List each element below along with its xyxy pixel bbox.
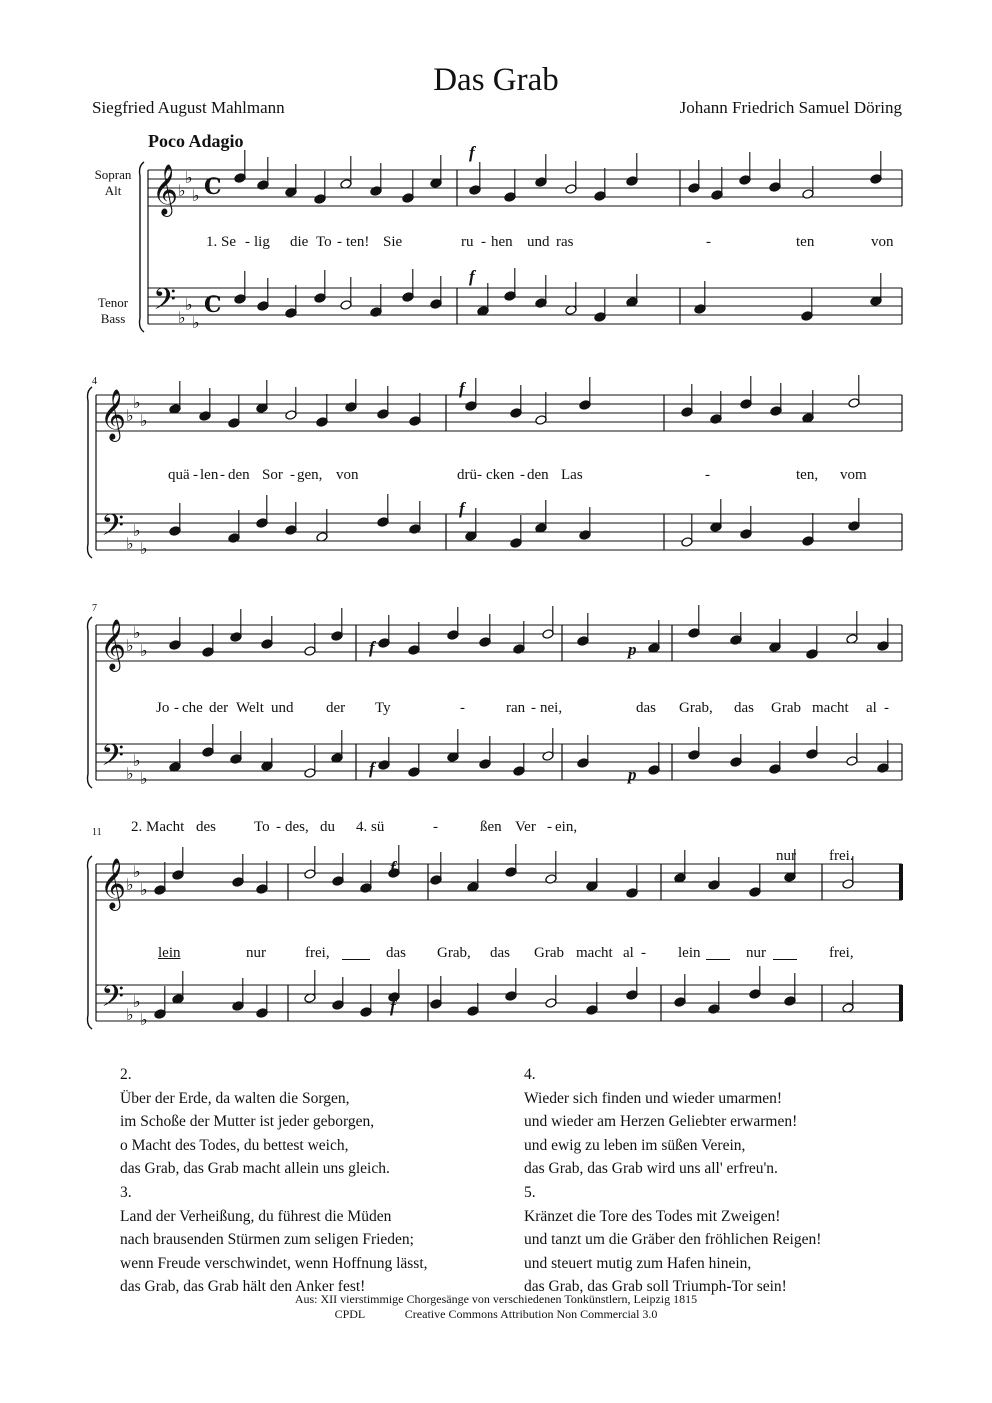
lyric-syllable: drü bbox=[457, 467, 477, 483]
part-label-tenor: Tenor bbox=[97, 295, 129, 310]
lyric-syllable: das bbox=[386, 945, 406, 961]
lyric-syllable: quä bbox=[168, 467, 190, 483]
verse-line: im Schoße der Mutter ist jeder geborgen, bbox=[120, 1113, 375, 1130]
lyric-syllable: du bbox=[320, 819, 335, 835]
dynamic-forte: f bbox=[369, 759, 375, 778]
lyric-syllable: nei, bbox=[540, 700, 563, 716]
dynamic-forte: f bbox=[459, 379, 465, 398]
verse-line: und steuert mutig zum Hafen hinein, bbox=[524, 1254, 752, 1272]
lyric-syllable: ten, bbox=[796, 467, 819, 483]
verse-number: 3. bbox=[120, 1184, 132, 1201]
lyric-syllable: 4. sü bbox=[356, 819, 385, 835]
lyric-syllable: frei. bbox=[829, 848, 854, 864]
treble-clef-icon: 𝄞 bbox=[100, 619, 127, 670]
lyric-hyphen: - bbox=[481, 234, 486, 250]
lyric-syllable: des, bbox=[285, 819, 309, 835]
verse-line: das Grab, das Grab hält den Anker fest! bbox=[120, 1278, 366, 1295]
system-bracket bbox=[88, 856, 93, 1029]
flat-icon: ♭ bbox=[178, 308, 186, 327]
lyric-syllable: der bbox=[209, 700, 229, 716]
flat-icon: ♭ bbox=[126, 875, 134, 894]
final-barline bbox=[899, 985, 903, 1021]
lyric-hyphen: - bbox=[531, 700, 536, 716]
verse-line: das Grab, das Grab macht allein uns gleich. bbox=[120, 1160, 390, 1177]
lyric-syllable: Las bbox=[561, 467, 583, 483]
measure-number: 11 bbox=[92, 827, 102, 838]
lyric-syllable: hen bbox=[491, 234, 513, 250]
flat-icon: ♭ bbox=[140, 769, 148, 788]
lyric-syllable: Grab bbox=[534, 945, 564, 961]
verse-line: Über der Erde, da walten die Sorgen, bbox=[120, 1089, 350, 1107]
lyric-syllable: 2. Macht bbox=[131, 819, 185, 835]
lyric-syllable: Jo bbox=[156, 700, 170, 716]
lyric-syllable: ran bbox=[506, 700, 526, 716]
dynamic-forte: f bbox=[469, 143, 475, 162]
lyric-syllable: vom bbox=[840, 467, 867, 483]
system-bracket bbox=[140, 162, 145, 332]
page-title: Das Grab bbox=[433, 62, 559, 98]
verse-line: Kränzet die Tore des Todes mit Zweigen! bbox=[524, 1207, 781, 1225]
verse-line: und tanzt um die Gräber den fröhlichen Reigen! bbox=[524, 1231, 822, 1248]
lyric-hyphen: - bbox=[337, 234, 342, 250]
flat-icon: ♭ bbox=[126, 764, 134, 783]
flat-icon: ♭ bbox=[185, 295, 193, 314]
flat-icon: ♭ bbox=[140, 411, 148, 430]
lyric-syllable: macht bbox=[576, 945, 613, 961]
lyric-syllable: ten bbox=[796, 234, 815, 250]
footer-source: Aus: XII vierstimmige Chorgesänge von verschiedenen Tonkünstlern, Leipzig 1815 bbox=[294, 1292, 698, 1306]
lyric-extender bbox=[342, 945, 370, 960]
bass-clef-icon: 𝄢 bbox=[101, 739, 125, 780]
lyric-hyphen: - bbox=[520, 467, 525, 483]
time-signature-icon: C bbox=[204, 292, 222, 318]
lyric-syllable: Sie bbox=[383, 234, 403, 250]
dynamic-forte: f bbox=[459, 499, 465, 518]
lyric-syllable: das bbox=[636, 700, 656, 716]
lyric-syllable: Sor bbox=[262, 467, 283, 483]
verse-line: Wieder sich finden und wieder umarmen! bbox=[524, 1089, 783, 1107]
dynamic-piano: p bbox=[628, 640, 637, 659]
verse-line: Land der Verheißung, du führest die Müden bbox=[120, 1207, 392, 1225]
lyric-syllable: den bbox=[228, 467, 250, 483]
lyric-syllable: und bbox=[527, 234, 550, 250]
time-signature-icon: C bbox=[204, 174, 222, 200]
lyric-syllable: frei, bbox=[305, 945, 330, 961]
measure-number: 4 bbox=[92, 376, 97, 387]
verse-3 bbox=[120, 1181, 428, 1299]
verse-number: 2. bbox=[120, 1066, 132, 1083]
lyric-hyphen: - bbox=[705, 467, 710, 483]
lyric-syllable: To bbox=[254, 819, 270, 835]
flat-icon: ♭ bbox=[133, 751, 141, 770]
flat-icon: ♭ bbox=[192, 313, 200, 332]
bass-clef-icon: 𝄢 bbox=[153, 283, 177, 324]
lyric-syllable: al bbox=[623, 945, 634, 961]
composer-name: Johann Friedrich Samuel Döring bbox=[679, 98, 902, 117]
lyric-syllable: nur bbox=[246, 945, 266, 961]
verse-line: nach brausenden Stürmen zum seligen Frieden; bbox=[120, 1231, 414, 1248]
verse-line: das Grab, das Grab wird uns all' erfreu'n. bbox=[524, 1160, 778, 1177]
lyric-syllable: ein, bbox=[555, 819, 578, 835]
lyric-syllable: Welt bbox=[236, 700, 264, 716]
lyric-hyphen: - bbox=[706, 234, 711, 250]
footer-library: CPDL bbox=[334, 1307, 365, 1321]
flat-icon: ♭ bbox=[133, 862, 141, 881]
lyric-hyphen: - bbox=[477, 467, 482, 483]
flat-icon: ♭ bbox=[133, 623, 141, 642]
lyric-syllable: nur bbox=[746, 945, 766, 961]
verse-line: und wieder am Herzen Geliebter erwarmen! bbox=[524, 1113, 798, 1130]
part-label-soprano: Sopran bbox=[94, 167, 132, 182]
verse-4 bbox=[524, 1063, 797, 1181]
part-label-bass: Bass bbox=[100, 311, 126, 326]
verse-line: und ewig zu leben im süßen Verein, bbox=[524, 1136, 746, 1154]
lyric-syllable: al bbox=[866, 700, 877, 716]
flat-icon: ♭ bbox=[140, 641, 148, 660]
flat-icon: ♭ bbox=[126, 406, 134, 425]
lyric-extender bbox=[706, 945, 730, 960]
lyric-hyphen: - bbox=[174, 700, 179, 716]
lyric-syllable: 1. Se bbox=[206, 234, 236, 250]
lyric-hyphen: - bbox=[641, 945, 646, 961]
flat-icon: ♭ bbox=[178, 181, 186, 200]
lyric-hyphen: - bbox=[290, 467, 295, 483]
verse-5 bbox=[524, 1181, 821, 1299]
lyric-syllable: len bbox=[200, 467, 219, 483]
lyric-syllable: Ver bbox=[515, 819, 536, 835]
verse-line: wenn Freude verschwindet, wenn Hoffnung lässt, bbox=[120, 1254, 428, 1272]
lyric-syllable: von bbox=[336, 467, 359, 483]
dynamic-forte: f bbox=[390, 858, 396, 877]
lyric-syllable: ßen bbox=[480, 819, 502, 835]
flat-icon: ♭ bbox=[133, 393, 141, 412]
verse-line: o Macht des Todes, du bettest weich, bbox=[120, 1136, 349, 1154]
treble-clef-icon: 𝄞 bbox=[100, 389, 127, 440]
system-bracket bbox=[88, 387, 93, 558]
part-label-alto: Alt bbox=[104, 183, 122, 198]
lyric-hyphen: - bbox=[245, 234, 250, 250]
lyric-syllable: die bbox=[290, 234, 309, 250]
flat-icon: ♭ bbox=[185, 168, 193, 187]
flat-icon: ♭ bbox=[140, 539, 148, 558]
dynamic-forte: f bbox=[390, 997, 396, 1016]
flat-icon: ♭ bbox=[133, 992, 141, 1011]
treble-clef-icon: 𝄞 bbox=[152, 164, 179, 215]
lyric-syllable: Grab bbox=[771, 700, 801, 716]
verse-number: 5. bbox=[524, 1184, 536, 1201]
dynamic-forte: f bbox=[369, 638, 375, 657]
lyric-syllable: ru bbox=[461, 234, 474, 250]
system-bracket bbox=[88, 617, 93, 788]
lyric-syllable: To bbox=[316, 234, 332, 250]
lyric-syllable: lig bbox=[254, 234, 270, 250]
final-barline bbox=[899, 864, 903, 900]
treble-clef-icon: 𝄞 bbox=[100, 858, 127, 909]
lyric-syllable: frei, bbox=[829, 945, 854, 961]
poet-name: Siegfried August Mahlmann bbox=[92, 98, 285, 117]
lyric-syllable: nur bbox=[776, 848, 796, 864]
verse-line: das Grab, das Grab soll Triumph-Tor sein! bbox=[524, 1278, 787, 1295]
flat-icon: ♭ bbox=[140, 1010, 148, 1029]
lyric-syllable: das bbox=[490, 945, 510, 961]
flat-icon: ♭ bbox=[133, 521, 141, 540]
lyric-hyphen: - bbox=[884, 700, 889, 716]
lyric-hyphen: - bbox=[276, 819, 281, 835]
footer-license: Creative Commons Attribution Non Commercial 3.0 bbox=[404, 1307, 658, 1321]
lyric-syllable: des bbox=[196, 819, 216, 835]
flat-icon: ♭ bbox=[140, 880, 148, 899]
lyric-hyphen: - bbox=[193, 467, 198, 483]
footer-credits bbox=[0, 1307, 992, 1322]
lyric-syllable: Ty bbox=[375, 700, 391, 716]
tempo-marking: Poco Adagio bbox=[148, 131, 244, 151]
lyric-syllable: cken bbox=[486, 467, 515, 483]
lyric-syllable: Grab, bbox=[437, 945, 471, 961]
lyric-syllable: den bbox=[527, 467, 549, 483]
lyric-syllable: Grab, bbox=[679, 700, 713, 716]
lyric-syllable: che bbox=[182, 700, 203, 716]
flat-icon: ♭ bbox=[126, 636, 134, 655]
dynamic-forte: f bbox=[469, 267, 475, 286]
lyric-syllable: und bbox=[271, 700, 294, 716]
dynamic-piano: p bbox=[628, 765, 637, 784]
lyric-syllable: von bbox=[871, 234, 894, 250]
lyric-extender bbox=[773, 945, 797, 960]
verse-2 bbox=[120, 1063, 390, 1181]
flat-icon: ♭ bbox=[192, 186, 200, 205]
bass-clef-icon: 𝄢 bbox=[101, 509, 125, 550]
lyric-hyphen: - bbox=[220, 467, 225, 483]
lyric-syllable: lein bbox=[158, 945, 181, 961]
lyric-syllable: der bbox=[326, 700, 346, 716]
lyric-hyphen: - bbox=[433, 819, 438, 835]
lyric-hyphen: - bbox=[547, 819, 552, 835]
lyric-syllable: gen, bbox=[297, 467, 323, 483]
lyric-syllable: macht bbox=[812, 700, 849, 716]
measure-number: 7 bbox=[92, 603, 97, 614]
bass-clef-icon: 𝄢 bbox=[101, 980, 125, 1021]
lyric-syllable: lein bbox=[678, 945, 701, 961]
lyric-hyphen: - bbox=[460, 700, 465, 716]
flat-icon: ♭ bbox=[126, 534, 134, 553]
verse-number: 4. bbox=[524, 1066, 536, 1083]
lyric-syllable: ten! bbox=[346, 234, 370, 250]
flat-icon: ♭ bbox=[126, 1005, 134, 1024]
lyric-syllable: ras bbox=[556, 234, 574, 250]
lyric-syllable: das bbox=[734, 700, 754, 716]
